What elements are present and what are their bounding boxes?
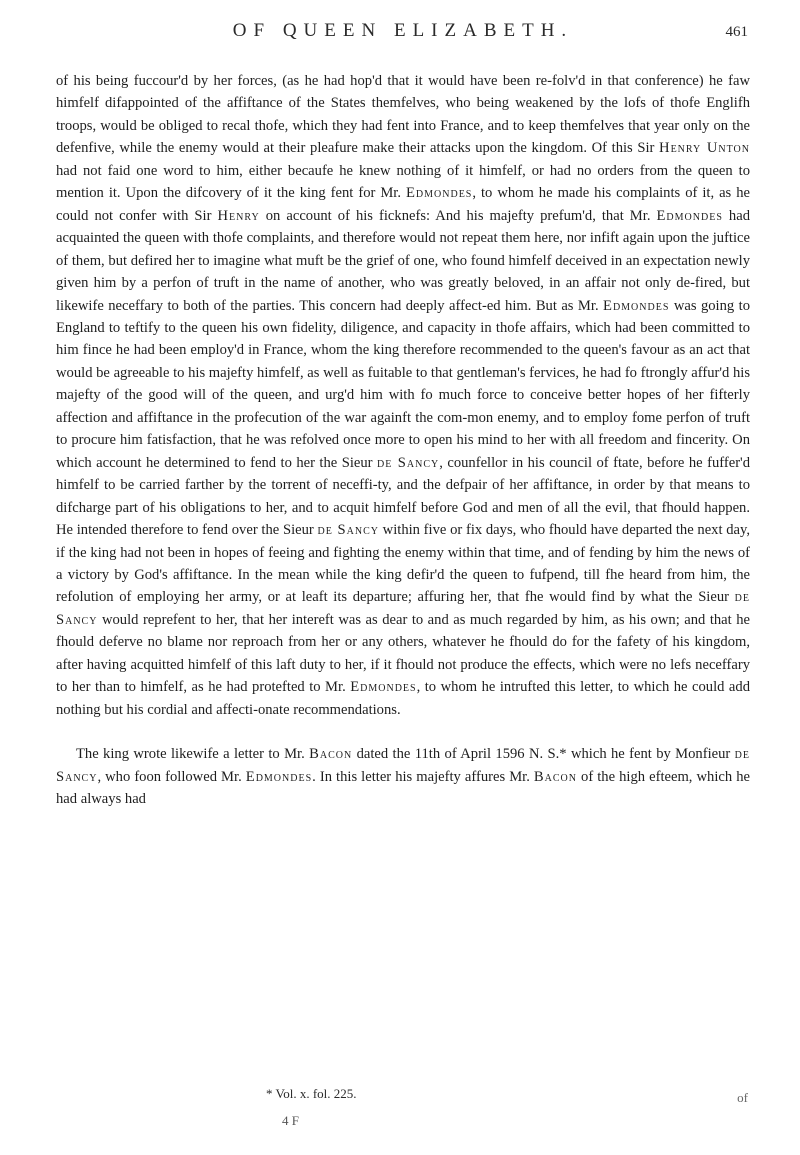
person-name: de Sancy [376,454,440,471]
person-name: Bacon [309,746,353,763]
person-name: Edmondes [406,185,473,202]
book-page [56,20,750,1140]
person-name: Edmondes [656,207,723,224]
person-name: de Sancy [317,522,379,539]
running-head: OF QUEEN ELIZABETH. [232,20,574,41]
paragraph-2: The king wrote likewife a letter to Mr. Bacon dated the 11th of April 1596 N. S.* which he fent by Monfieur de Sancy, who foon followed Mr. Edmondes. In this letter his majefty affures Mr. Bacon of the high efteem, which he had always had [56,746,750,808]
signature-mark: 4 F [282,1113,299,1128]
person-name: Henry [217,207,260,224]
person-name: de Sancy [56,589,750,628]
person-name: Bacon [533,768,577,785]
person-name: de Sancy [56,746,750,785]
catchword: of [737,1090,748,1105]
person-name: Edmondes [245,768,313,785]
person-name: Edmondes [603,297,670,314]
page-number: 461 [725,24,748,40]
paragraph-1: of his being fuccour'd by her forces, (as he had hop'd that it would have been re-folv'd in that conference) he faw himfelf difappointed of the affiftance of the States themfelves, who being weakened by the lofs of thofe Englifh troops, would be obliged to recal thofe, which they had fent into France, and to keep themfelves that year only on the defenfive, while the enemy would at their pleafure make their attacks upon the kingdom. Of this Sir Henry Unton had not faid one word to him, either becaufe he knew nothing of it himfelf, or had no orders from the queen to mention it. Upon the difcovery of it the king fent for Mr. Edmondes, to whom he made his complaints of it, as he could not confer with Sir Henry on account of his ficknefs: And his majefty prefum'd, that Mr. Edmondes had acquainted the queen with thofe complaints, and therefore would not repeat them here, nor infift again upon the juftice of them, but defired her to imagine what muft be the grief of one, who found himfelf deceived in an expectation newly given him by a perfon of truft in the name of another, who was greatly beloved, in an affair not only de-fired, but likewife neceffary to both of the parties. This concern had deeply affect-ed him. But as Mr. Edmondes was going to England to teftify to the queen his own fidelity, diligence, and capacity in thofe affairs, which had been committed to him fince he had been employ'd in France, whom the king therefore recommended to the queen's favour as an act that would be agreeable to his majefty himfelf, as well as fuitable to that gentleman's fervices, he had fo ftrongly affur'd his majefty of the good will of the queen, and urg'd him with fo much force to conceive better hopes of her fifterly affection and affiftance in the profecution of the war againft the com-mon enemy, and to employ fome perfon of truft to procure him fatisfaction, that he was refolved once more to open his mind to her with all freedom and fincerity. On which account he determined to fend to her the Sieur de Sancy, counfellor in his council of ftate, before he fuffer'd himfelf to be carried farther by the torrent of neceffi-ty, and the defpair of her affiftance, in order by that means to difcharge part of his obligations to her, and to acquit himfelf before God and men of all the evil, that fhould happen. He intended therefore to fend over the Sieur de Sancy within five or fix days, who fhould have departed the next day, if the king had not been in hopes of feeing and fighting the enemy within that time, and of fending by him the news of a victory by God's affiftance. In the mean while the king defir'd the queen to fufpend, till fhe heard from him, the refolution of employing her army, or at leaft its departure; affuring her, that fhe would find by what the Sieur de Sancy would reprefent to her, that her intereft was as dear to and as much regarded by him, as his own; and that he fhould deferve no blame nor reproach from her or any others, whatever he fhould do for the fafety of his kingdom, after having acquitted himfelf of this laft duty to her, if it fhould not produce the effects, which were no lefs neceffary to her than to himfelf, as he had protefted to Mr. Edmondes, to whom he intrufted this letter, to which he could add nothing but his cordial and affecti-onate recommendations. [56,73,750,718]
person-name: Edmondes [350,679,417,696]
footnote: * Vol. x. fol. 225. [266,1086,357,1101]
main-text [56,70,750,811]
page-header [56,20,750,56]
person-name: Henry Unton [659,140,750,157]
